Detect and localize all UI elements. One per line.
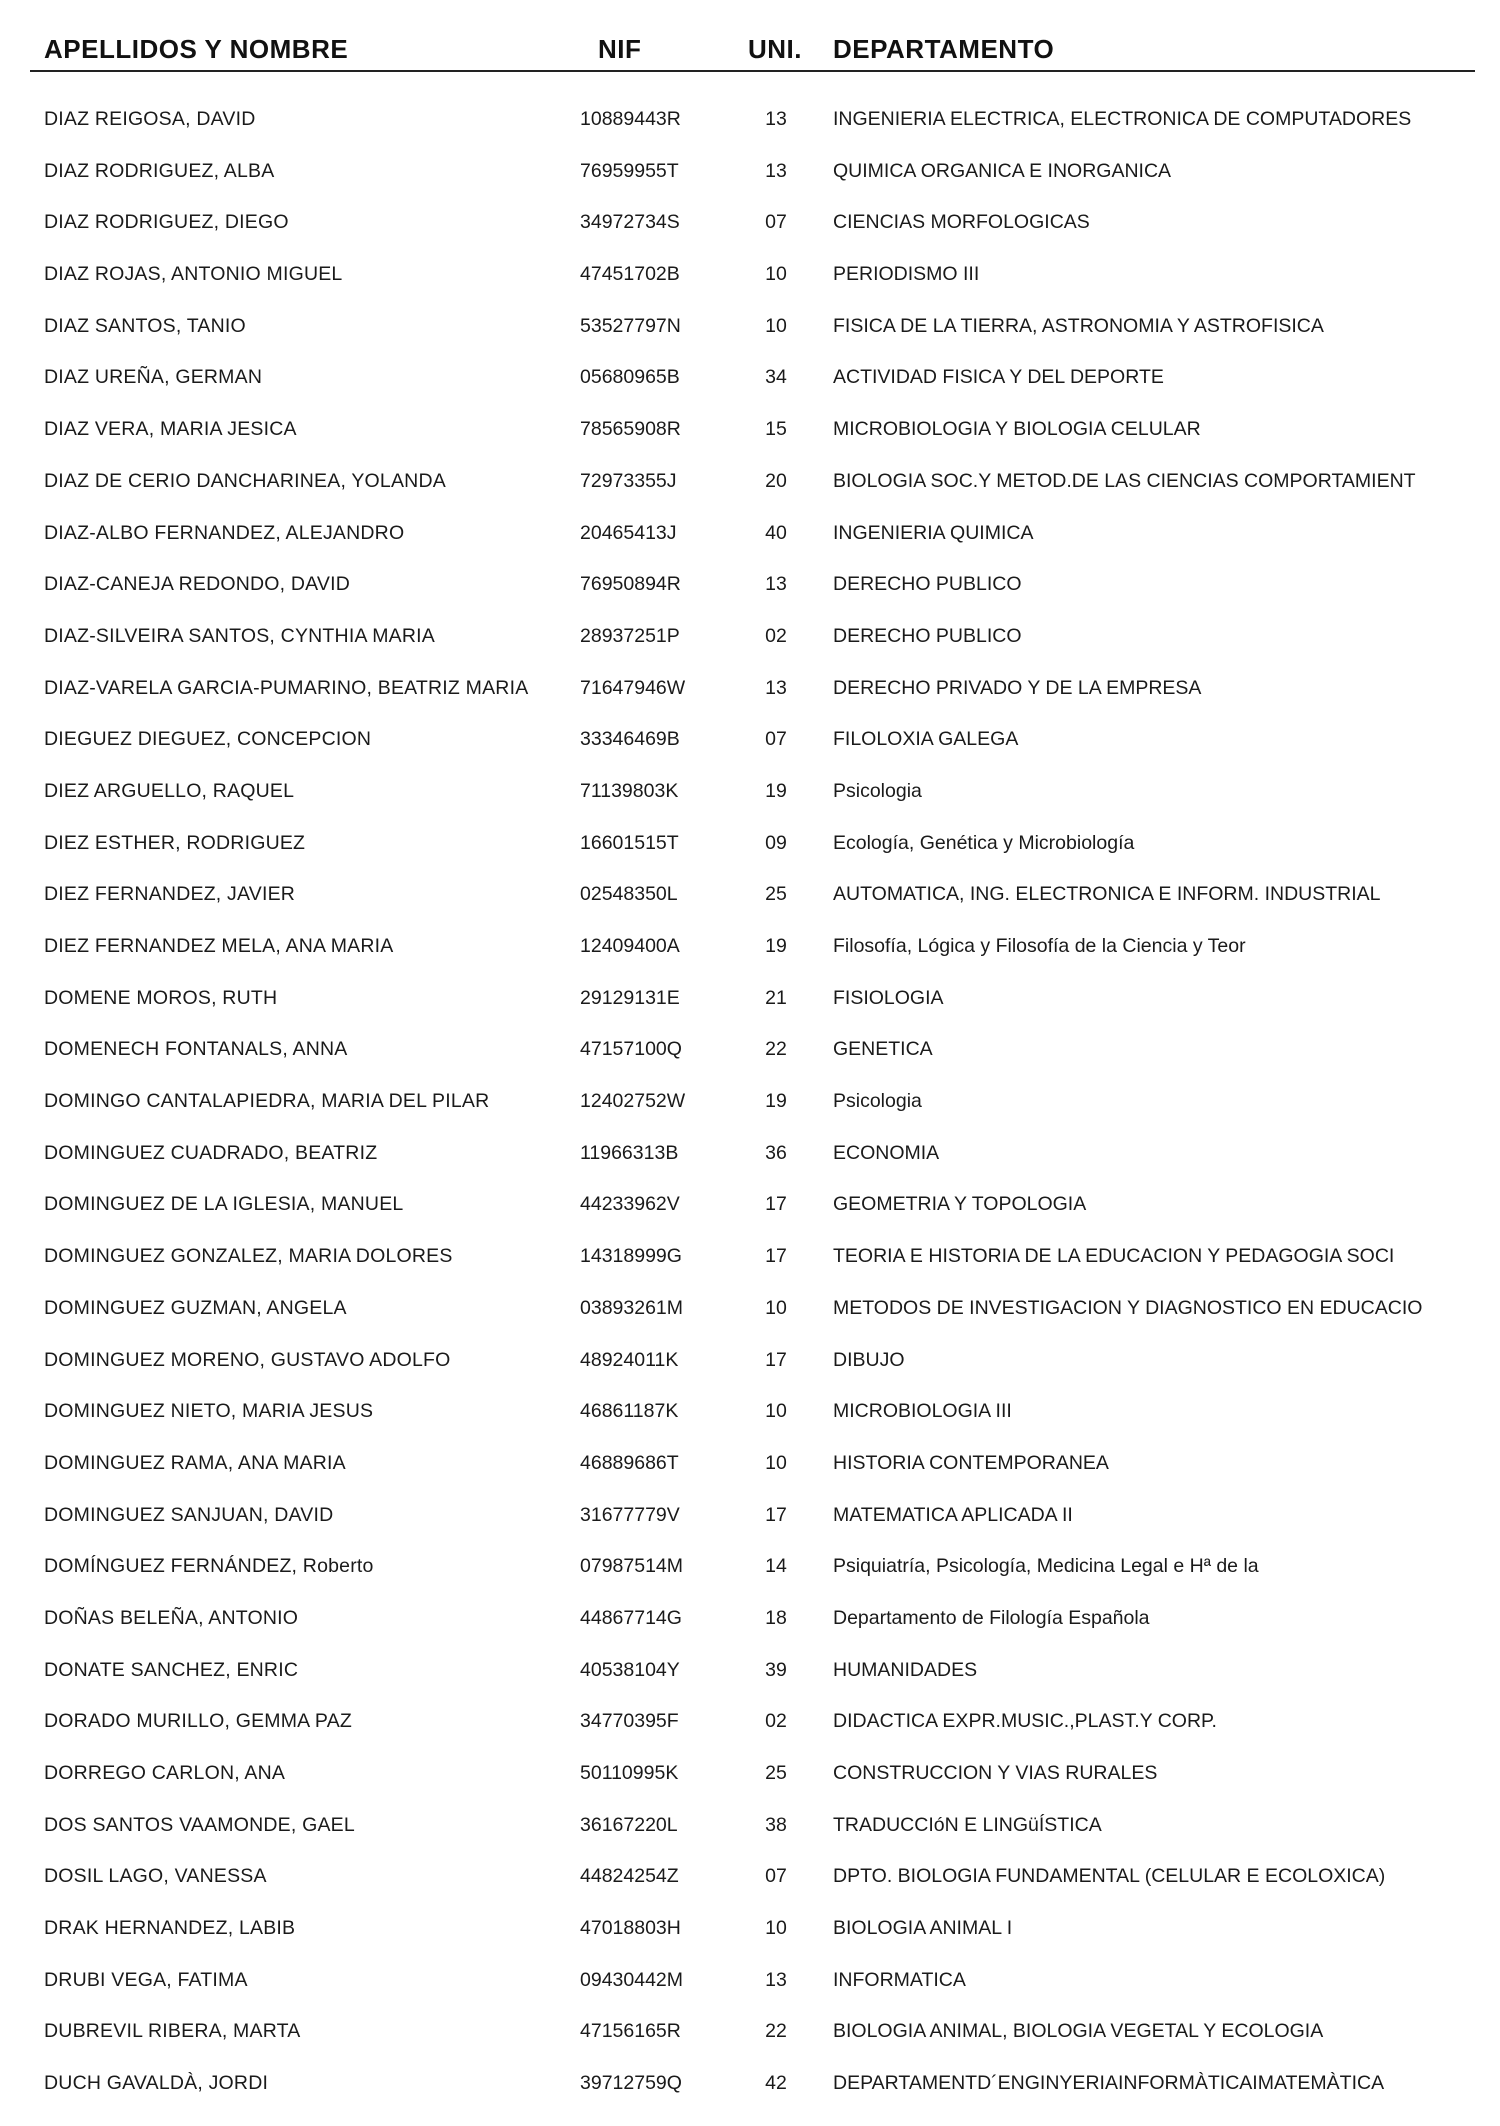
- row-department: GEOMETRIA Y TOPOLOGIA: [833, 1193, 1087, 1216]
- row-department: DEPARTAMENTD´ENGINYERIAINFORMÀTICAIMATEMÀTICA: [833, 2072, 1385, 2095]
- table-row: [0, 1601, 1500, 1653]
- table-row: [0, 2066, 1500, 2118]
- row-uni: 20: [765, 469, 787, 492]
- row-uni: 19: [765, 779, 787, 802]
- row-name: DONATE SANCHEZ, ENRIC: [44, 1658, 299, 1681]
- row-name: DOMINGUEZ RAMA, ANA MARIA: [44, 1451, 346, 1474]
- row-name: DOMINGUEZ CUADRADO, BEATRIZ: [44, 1141, 378, 1164]
- header-uni: UNI.: [748, 34, 802, 64]
- table-row: [0, 929, 1500, 981]
- row-name: DIAZ RODRIGUEZ, DIEGO: [44, 211, 289, 234]
- row-department: TRADUCCIóN E LINGüÍSTICA: [833, 1813, 1102, 1836]
- row-department: DPTO. BIOLOGIA FUNDAMENTAL (CELULAR E ECOLOXICA): [833, 1865, 1386, 1888]
- row-name: DIEZ FERNANDEZ MELA, ANA MARIA: [44, 935, 394, 957]
- table-row: [0, 257, 1500, 309]
- row-uni: 07: [765, 1865, 787, 1888]
- row-department: INGENIERIA QUIMICA: [833, 521, 1034, 544]
- row-uni: 10: [765, 1451, 787, 1474]
- row-uni: 14: [765, 1555, 787, 1578]
- row-name: DOMINGO CANTALAPIEDRA, MARIA DEL PILAR: [44, 1090, 490, 1113]
- row-nif: 20465413J: [580, 521, 677, 544]
- row-uni: 34: [765, 366, 787, 389]
- row-department: CONSTRUCCION Y VIAS RURALES: [833, 1762, 1158, 1784]
- row-name: DOMÍNGUEZ FERNÁNDEZ, Roberto: [44, 1555, 374, 1578]
- row-uni: 25: [765, 1762, 787, 1784]
- table-row: [0, 826, 1500, 878]
- row-name: DORREGO CARLON, ANA: [44, 1762, 286, 1784]
- row-nif: 31677779V: [580, 1503, 680, 1526]
- row-nif: 46889686T: [580, 1451, 679, 1474]
- table-row: [0, 1446, 1500, 1498]
- row-nif: 78565908R: [580, 418, 681, 441]
- table-row: [0, 1911, 1500, 1963]
- row-nif: 34770395F: [580, 1710, 679, 1733]
- row-nif: 39712759Q: [580, 2072, 682, 2095]
- table-row: [0, 1084, 1500, 1136]
- row-nif: 53527797N: [580, 314, 681, 337]
- row-nif: 12409400A: [580, 935, 680, 957]
- row-department: MATEMATICA APLICADA II: [833, 1503, 1073, 1526]
- row-name: DOMINGUEZ GUZMAN, ANGELA: [44, 1296, 347, 1319]
- row-name: DUCH GAVALDÀ, JORDI: [44, 2072, 269, 2095]
- table-row: [0, 619, 1500, 671]
- row-department: TEORIA E HISTORIA DE LA EDUCACION Y PEDAGOGIA SOCI: [833, 1245, 1395, 1268]
- table-header: [0, 30, 1500, 70]
- row-name: DUBREVIL RIBERA, MARTA: [44, 2020, 301, 2043]
- row-department: ECONOMIA: [833, 1141, 940, 1164]
- row-department: DIDACTICA EXPR.MUSIC.,PLAST.Y CORP.: [833, 1710, 1217, 1733]
- row-department: INFORMATICA: [833, 1968, 966, 1991]
- row-department: AUTOMATICA, ING. ELECTRONICA E INFORM. INDUSTRIAL: [833, 883, 1381, 906]
- row-name: DOMENE MOROS, RUTH: [44, 986, 278, 1009]
- row-name: DIAZ SANTOS, TANIO: [44, 314, 246, 337]
- row-nif: 44824254Z: [580, 1865, 679, 1888]
- row-nif: 10889443R: [580, 108, 681, 130]
- table-row: [0, 309, 1500, 361]
- row-department: Psicologia: [833, 1090, 922, 1113]
- row-uni: 25: [765, 883, 787, 906]
- row-uni: 13: [765, 159, 787, 182]
- row-uni: 10: [765, 1400, 787, 1423]
- row-nif: 34972734S: [580, 211, 680, 234]
- table-row: [0, 1653, 1500, 1705]
- row-department: QUIMICA ORGANICA E INORGANICA: [833, 159, 1172, 182]
- row-uni: 22: [765, 2020, 787, 2043]
- row-department: MICROBIOLOGIA III: [833, 1400, 1012, 1423]
- row-uni: 10: [765, 314, 787, 337]
- row-uni: 13: [765, 1968, 787, 1991]
- row-department: CIENCIAS MORFOLOGICAS: [833, 211, 1090, 234]
- row-uni: 13: [765, 676, 787, 699]
- row-uni: 36: [765, 1141, 787, 1164]
- row-department: INGENIERIA ELECTRICA, ELECTRONICA DE COMPUTADORES: [833, 108, 1412, 130]
- row-name: DOMINGUEZ NIETO, MARIA JESUS: [44, 1400, 374, 1423]
- header-department: DEPARTAMENTO: [833, 34, 1055, 64]
- row-nif: 07987514M: [580, 1555, 684, 1578]
- row-name: DIEZ FERNANDEZ, JAVIER: [44, 883, 296, 906]
- row-nif: 71647946W: [580, 676, 686, 699]
- row-uni: 42: [765, 2072, 787, 2095]
- header-name: APELLIDOS Y NOMBRE: [44, 34, 349, 64]
- row-department: HISTORIA CONTEMPORANEA: [833, 1451, 1109, 1474]
- row-uni: 17: [765, 1503, 787, 1526]
- row-department: HUMANIDADES: [833, 1658, 978, 1681]
- row-name: DOS SANTOS VAAMONDE, GAEL: [44, 1813, 355, 1836]
- row-uni: 17: [765, 1193, 787, 1216]
- table-row: [0, 1498, 1500, 1550]
- table-body: [0, 102, 1500, 2118]
- row-nif: 40538104Y: [580, 1658, 680, 1681]
- table-row: [0, 1136, 1500, 1188]
- table-row: [0, 516, 1500, 568]
- row-name: DIAZ-CANEJA REDONDO, DAVID: [44, 573, 351, 596]
- row-nif: 28937251P: [580, 624, 680, 647]
- table-row: [0, 464, 1500, 516]
- row-department: FISICA DE LA TIERRA, ASTRONOMIA Y ASTROFISICA: [833, 314, 1324, 337]
- row-nif: 44867714G: [580, 1606, 682, 1629]
- row-department: DERECHO PUBLICO: [833, 573, 1022, 596]
- table-row: [0, 102, 1500, 154]
- row-nif: 05680965B: [580, 366, 680, 389]
- row-name: DIEGUEZ DIEGUEZ, CONCEPCION: [44, 728, 372, 751]
- row-nif: 47451702B: [580, 263, 680, 286]
- row-nif: 47157100Q: [580, 1038, 682, 1061]
- table-row: [0, 1394, 1500, 1446]
- row-name: DIAZ REIGOSA, DAVID: [44, 108, 256, 130]
- row-name: DOÑAS BELEÑA, ANTONIO: [44, 1606, 299, 1629]
- row-uni: 39: [765, 1658, 787, 1681]
- row-department: Psicologia: [833, 779, 922, 802]
- row-nif: 12402752W: [580, 1090, 686, 1113]
- row-name: DOMINGUEZ GONZALEZ, MARIA DOLORES: [44, 1245, 453, 1268]
- row-uni: 15: [765, 418, 787, 441]
- row-name: DIAZ VERA, MARIA JESICA: [44, 418, 297, 441]
- header-nif: NIF: [598, 34, 642, 64]
- row-uni: 10: [765, 1917, 787, 1940]
- row-nif: 47156165R: [580, 2020, 681, 2043]
- table-row: [0, 722, 1500, 774]
- table-row: [0, 1549, 1500, 1601]
- row-nif: 76959955T: [580, 159, 679, 182]
- table-row: [0, 1963, 1500, 2015]
- row-uni: 02: [765, 1710, 787, 1733]
- row-name: DIAZ DE CERIO DANCHARINEA, YOLANDA: [44, 469, 446, 492]
- table-row: [0, 567, 1500, 619]
- row-name: DIAZ RODRIGUEZ, ALBA: [44, 159, 275, 182]
- row-uni: 07: [765, 211, 787, 234]
- row-nif: 14318999G: [580, 1245, 682, 1268]
- row-department: PERIODISMO III: [833, 263, 980, 286]
- row-name: DORADO MURILLO, GEMMA PAZ: [44, 1710, 353, 1733]
- row-uni: 18: [765, 1606, 787, 1629]
- row-uni: 22: [765, 1038, 787, 1061]
- row-name: DIAZ ROJAS, ANTONIO MIGUEL: [44, 263, 343, 286]
- row-nif: 71139803K: [580, 779, 679, 802]
- row-uni: 17: [765, 1348, 787, 1371]
- row-uni: 10: [765, 263, 787, 286]
- row-nif: 11966313B: [580, 1141, 679, 1164]
- row-department: BIOLOGIA ANIMAL I: [833, 1917, 1013, 1940]
- row-department: MICROBIOLOGIA Y BIOLOGIA CELULAR: [833, 418, 1201, 441]
- row-nif: 03893261M: [580, 1296, 684, 1319]
- row-nif: 09430442M: [580, 1968, 684, 1991]
- table-row: [0, 360, 1500, 412]
- row-department: Psiquiatría, Psicología, Medicina Legal e Hª de la: [833, 1555, 1259, 1578]
- row-name: DOSIL LAGO, VANESSA: [44, 1865, 267, 1888]
- row-uni: 19: [765, 1090, 787, 1113]
- row-department: Departamento de Filología Española: [833, 1606, 1150, 1629]
- row-uni: 21: [765, 986, 787, 1009]
- row-name: DIEZ ESTHER, RODRIGUEZ: [44, 831, 306, 854]
- row-department: BIOLOGIA ANIMAL, BIOLOGIA VEGETAL Y ECOLOGIA: [833, 2020, 1324, 2043]
- row-uni: 09: [765, 831, 787, 854]
- row-name: DOMINGUEZ DE LA IGLESIA, MANUEL: [44, 1193, 404, 1216]
- row-name: DIAZ-ALBO FERNANDEZ, ALEJANDRO: [44, 521, 405, 544]
- table-row: [0, 1239, 1500, 1291]
- row-department: FILOLOXIA GALEGA: [833, 728, 1019, 751]
- table-row: [0, 1343, 1500, 1395]
- row-department: DERECHO PUBLICO: [833, 624, 1022, 647]
- row-uni: 10: [765, 1296, 787, 1319]
- row-nif: 16601515T: [580, 831, 679, 854]
- table-row: [0, 412, 1500, 464]
- row-name: DOMINGUEZ MORENO, GUSTAVO ADOLFO: [44, 1348, 451, 1371]
- row-nif: 02548350L: [580, 883, 678, 906]
- row-nif: 46861187K: [580, 1400, 679, 1423]
- row-name: DRUBI VEGA, FATIMA: [44, 1968, 248, 1991]
- row-uni: 13: [765, 108, 787, 130]
- table-row: [0, 1704, 1500, 1756]
- row-department: METODOS DE INVESTIGACION Y DIAGNOSTICO EN EDUCACIO: [833, 1296, 1423, 1319]
- table-row: [0, 671, 1500, 723]
- row-uni: 07: [765, 728, 787, 751]
- table-row: [0, 774, 1500, 826]
- row-uni: 02: [765, 624, 787, 647]
- table-row: [0, 1291, 1500, 1343]
- row-uni: 17: [765, 1245, 787, 1268]
- row-department: Ecología, Genética y Microbiología: [833, 831, 1135, 854]
- row-department: Filosofía, Lógica y Filosofía de la Ciencia y Teor: [833, 935, 1246, 957]
- row-nif: 76950894R: [580, 573, 681, 596]
- table-row: [0, 205, 1500, 257]
- table-row: [0, 1756, 1500, 1808]
- row-name: DIAZ-SILVEIRA SANTOS, CYNTHIA MARIA: [44, 624, 435, 647]
- row-nif: 29129131E: [580, 986, 680, 1009]
- row-name: DIAZ-VARELA GARCIA-PUMARINO, BEATRIZ MARIA: [44, 676, 529, 699]
- row-department: ACTIVIDAD FISICA Y DEL DEPORTE: [833, 366, 1164, 389]
- row-department: GENETICA: [833, 1038, 933, 1061]
- row-name: DOMENECH FONTANALS, ANNA: [44, 1038, 348, 1061]
- row-nif: 44233962V: [580, 1193, 680, 1216]
- row-nif: 47018803H: [580, 1917, 681, 1940]
- row-uni: 40: [765, 521, 787, 544]
- header-divider: [30, 70, 1475, 72]
- table-row: [0, 981, 1500, 1033]
- row-department: DERECHO PRIVADO Y DE LA EMPRESA: [833, 676, 1202, 699]
- table-row: [0, 1859, 1500, 1911]
- row-uni: 38: [765, 1813, 787, 1836]
- row-uni: 19: [765, 935, 787, 957]
- row-uni: 13: [765, 573, 787, 596]
- row-department: FISIOLOGIA: [833, 986, 944, 1009]
- table-row: [0, 1808, 1500, 1860]
- table-row: [0, 154, 1500, 206]
- table-row: [0, 2014, 1500, 2066]
- row-name: DIAZ UREÑA, GERMAN: [44, 366, 263, 389]
- row-department: BIOLOGIA SOC.Y METOD.DE LAS CIENCIAS COMPORTAMIENT: [833, 469, 1416, 492]
- row-name: DRAK HERNANDEZ, LABIB: [44, 1917, 296, 1940]
- row-department: DIBUJO: [833, 1348, 905, 1371]
- row-nif: 36167220L: [580, 1813, 678, 1836]
- table-row: [0, 1032, 1500, 1084]
- row-name: DIEZ ARGUELLO, RAQUEL: [44, 779, 295, 802]
- row-nif: 48924011K: [580, 1348, 679, 1371]
- row-nif: 72973355J: [580, 469, 677, 492]
- row-nif: 50110995K: [580, 1762, 679, 1784]
- row-nif: 33346469B: [580, 728, 680, 751]
- table-row: [0, 1187, 1500, 1239]
- table-row: [0, 877, 1500, 929]
- row-name: DOMINGUEZ SANJUAN, DAVID: [44, 1503, 334, 1526]
